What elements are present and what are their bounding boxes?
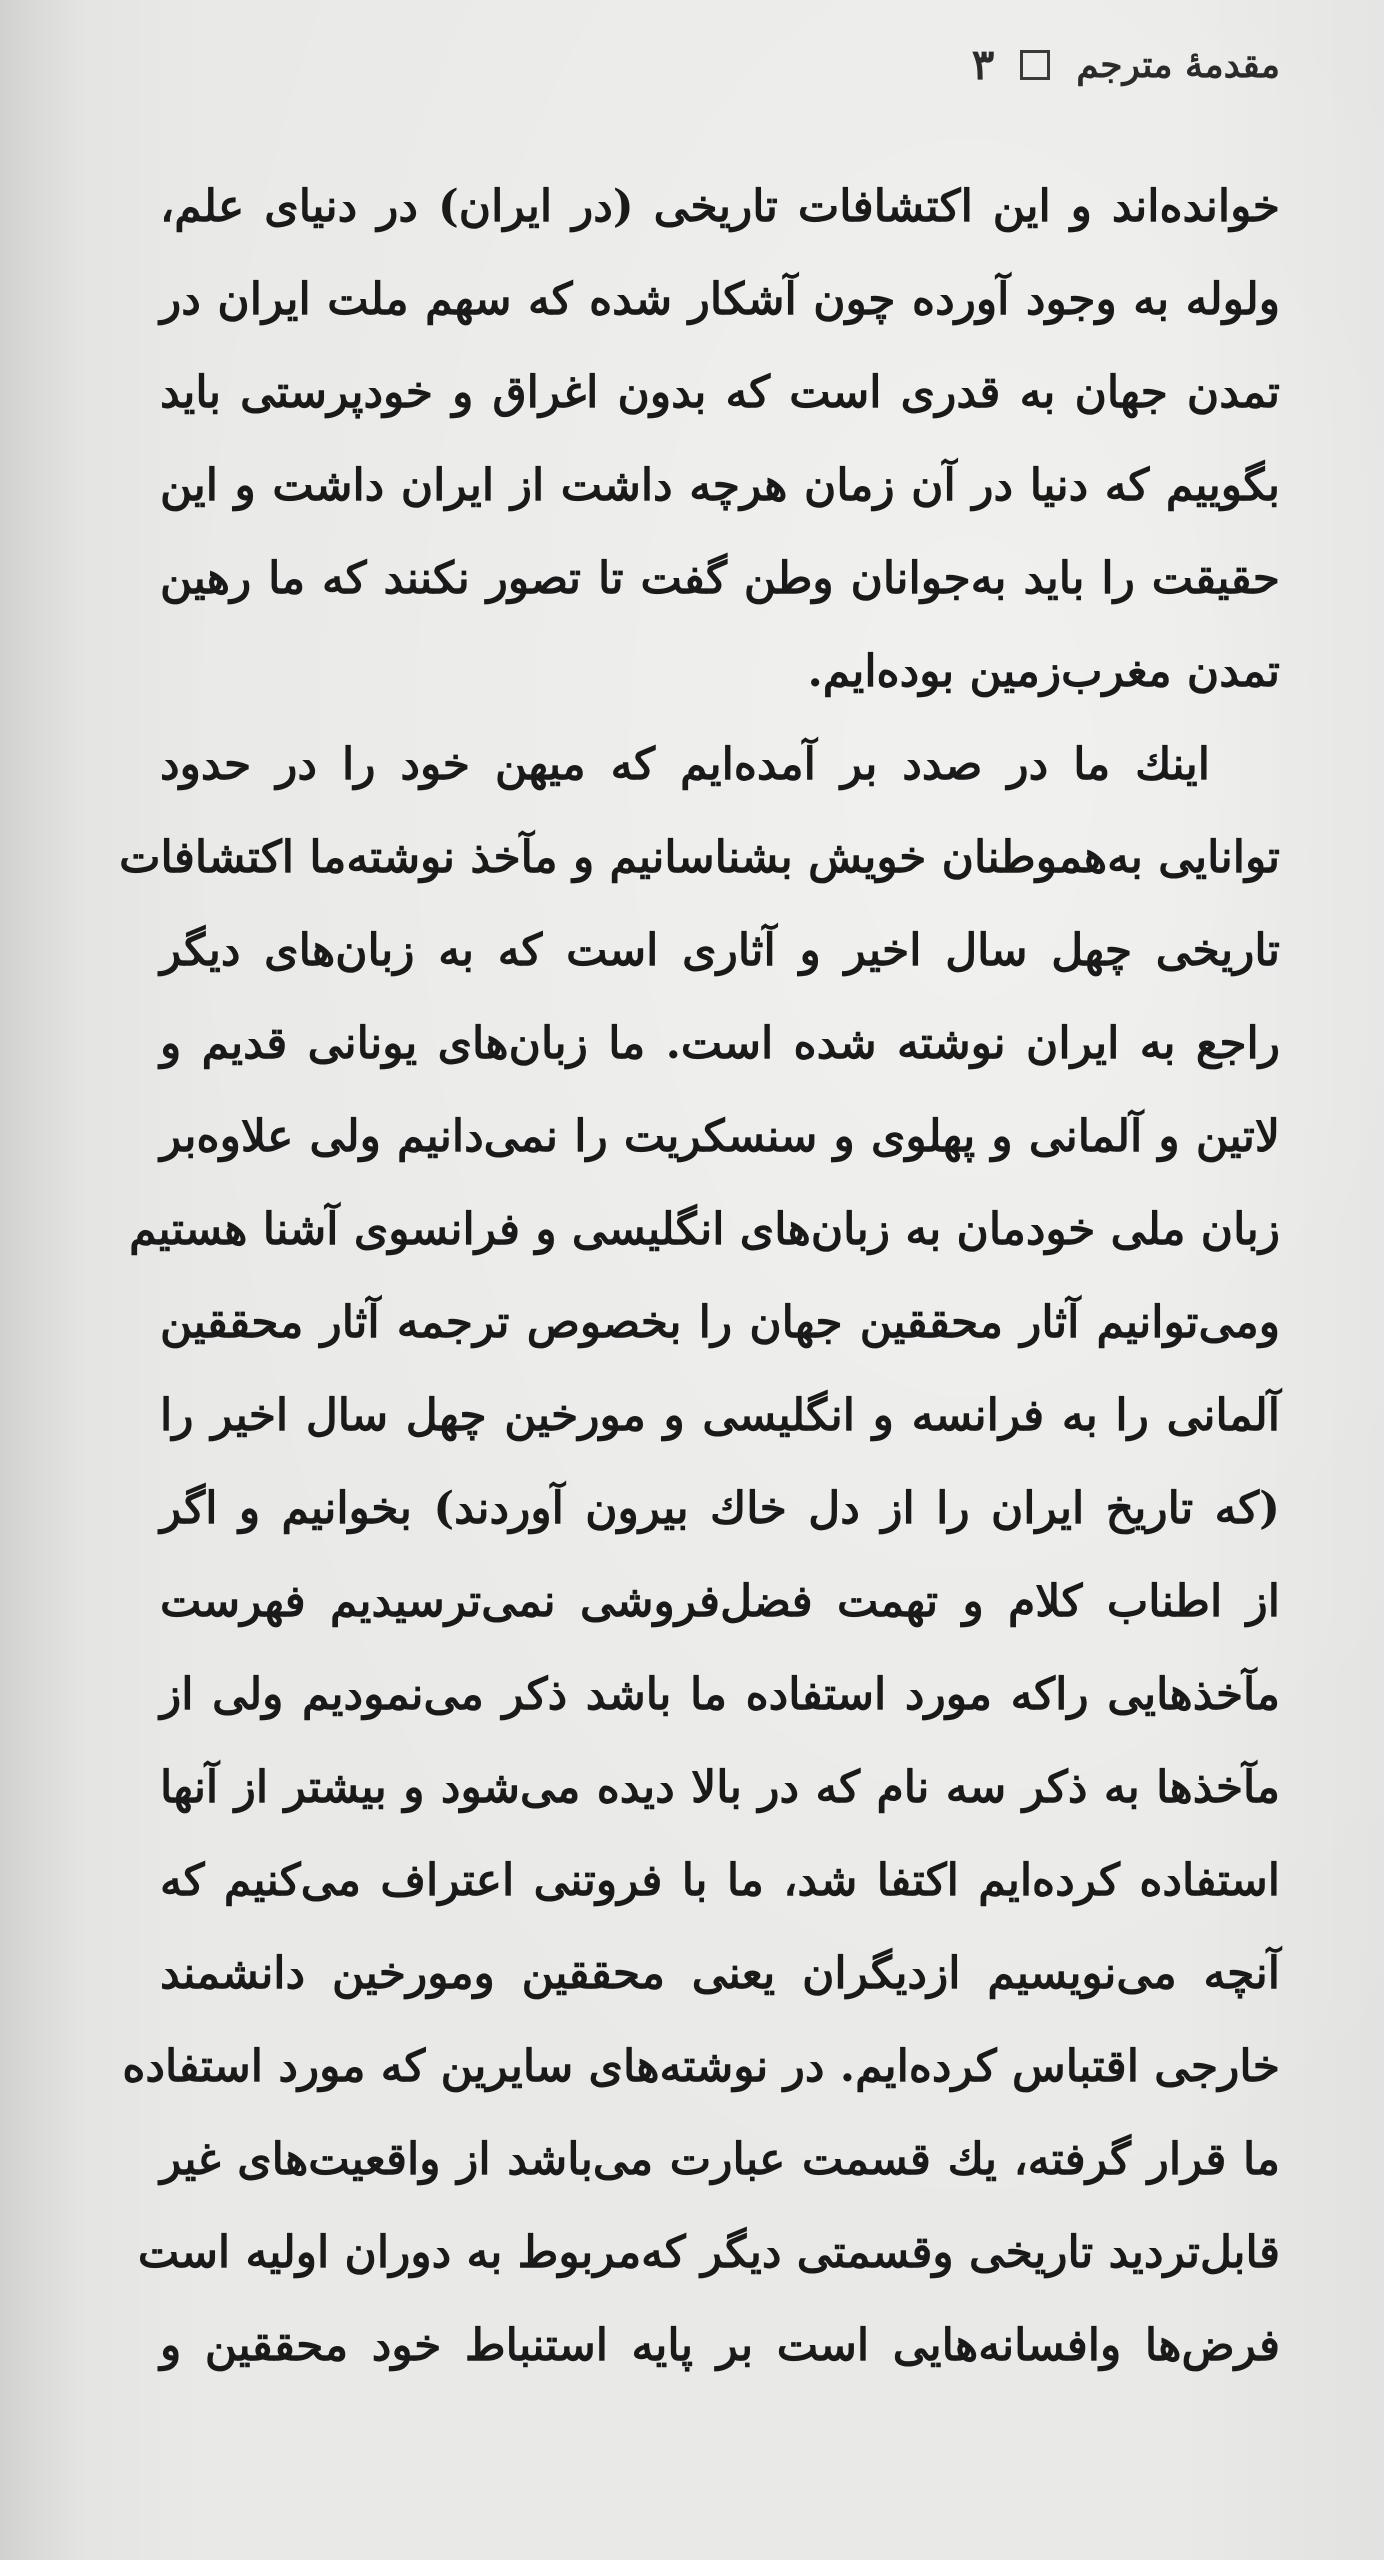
text-line: استفاده کرده‌ایم اکتفا شد، ما با فروتنی اعتراف می‌کنیم که (160, 1855, 1280, 1906)
text-line: مآخذها به ذکر سه نام که در بالا دیده می‌شود و بیشتر از آنها (160, 1762, 1280, 1813)
running-header (972, 40, 1280, 89)
text-line: ما قرار گرفته، یك قسمت عبارت می‌باشد از واقعیت‌های غیر (160, 2134, 1280, 2185)
text-line: تاریخی چهل سال اخیر و آثاری است که به زبان‌های دیگر (160, 925, 1280, 976)
paragraph (160, 160, 1280, 718)
square-ornament-icon (1020, 50, 1050, 80)
page-number: ۳ (971, 40, 995, 89)
text-line: تمدن مغرب‌زمین بوده‌ایم. (807, 646, 1280, 697)
text-line: آنچه می‌نویسیم ازدیگران یعنی محققین ومورخین دانشمند (160, 1948, 1280, 1999)
text-line: بگوییم که دنیا در آن زمان هرچه داشت از ایران داشت و این (160, 460, 1280, 511)
text-line: (که تاریخ ایران را از دل خاك بیرون آوردند) بخوانیم و اگر (160, 1483, 1280, 1534)
text-line: حقیقت را باید به‌جوانان وطن گفت تا تصور نکنند که ما رهین (160, 553, 1280, 604)
paragraph (119, 718, 1280, 2392)
body-text (119, 160, 1280, 2392)
text-line: از اطناب کلام و تهمت فضل‌فروشی نمی‌ترسیدیم فهرست (160, 1576, 1280, 1627)
text-line: توانایی به‌هموطنان خویش بشناسانیم و مآخذ نوشته‌ما اکتشافات (119, 832, 1280, 883)
text-line: ولوله به وجود آورده چون آشکار شده که سهم ملت ایران در (160, 274, 1280, 325)
text-line: ومی‌توانیم آثار محققین جهان را بخصوص ترجمه آثار محققین (160, 1297, 1280, 1348)
text-line: فرض‌ها وافسانه‌هایی است بر پایه استنباط خود محققین و (160, 2320, 1280, 2371)
text-line: زبان ملی خودمان به زبان‌های انگلیسی و فرانسوی آشنا هستیم (129, 1204, 1280, 1255)
text-line: تمدن جهان به قدری است که بدون اغراق و خودپرستی باید (160, 367, 1280, 418)
text-line: آلمانی را به فرانسه و انگلیسی و مورخین چهل سال اخیر را (160, 1390, 1280, 1441)
book-page (110, 20, 1280, 2540)
text-line: راجع به ایران نوشته شده است. ما زبان‌های یونانی قدیم و (160, 1018, 1280, 1069)
text-line: خوانده‌اند و این اکتشافات تاریخی (در ایران) در دنیای علم، (160, 181, 1280, 232)
text-line: اینك ما در صدد بر آمده‌ایم که میهن خود را در حدود (160, 739, 1210, 790)
text-line: مآخذهایی راکه مورد استفاده ما باشد ذکر می‌نمودیم ولی از (160, 1669, 1280, 1720)
text-line: خارجی اقتباس کرده‌ایم. در نوشته‌های سایرین که مورد استفاده (122, 2041, 1280, 2092)
running-header-title: مقدمهٔ مترجم (1076, 43, 1280, 86)
text-line: قابل‌تردید تاریخی وقسمتی دیگر که‌مربوط به دوران اولیه است (137, 2227, 1280, 2278)
text-line: لاتین و آلمانی و پهلوی و سنسکریت را نمی‌دانیم ولی علاوه‌بر (160, 1111, 1280, 1162)
